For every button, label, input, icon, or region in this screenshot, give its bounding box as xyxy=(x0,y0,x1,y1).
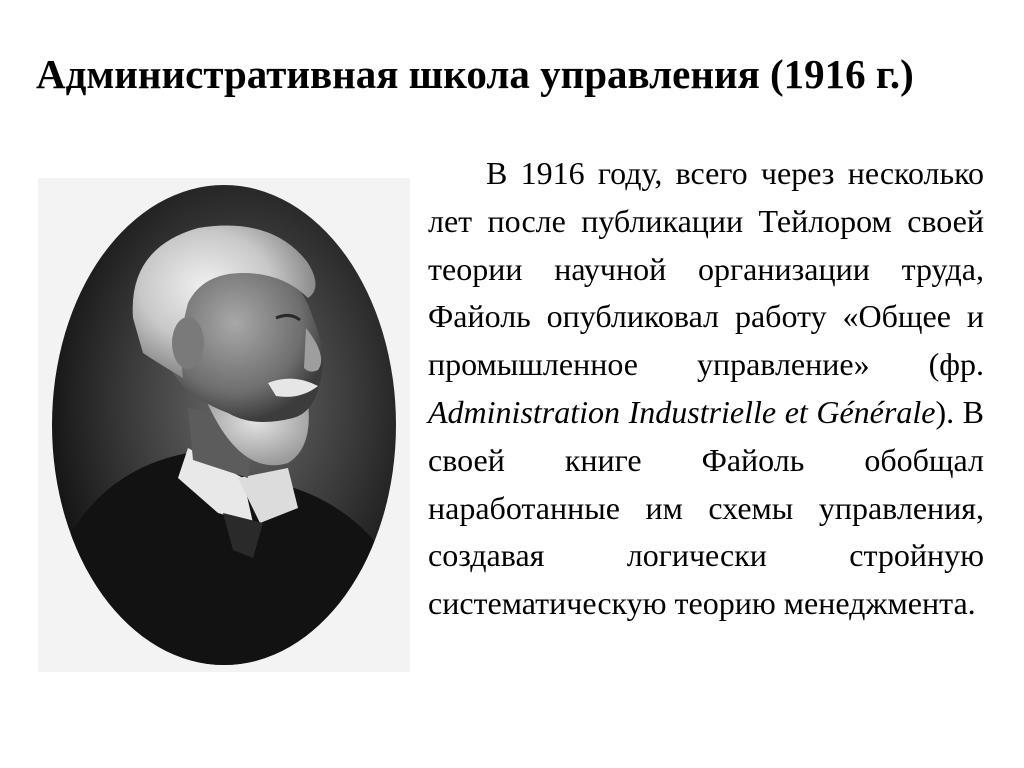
body-paragraph xyxy=(428,150,984,628)
portrait-photo xyxy=(38,178,410,672)
portrait-illustration xyxy=(38,178,410,672)
slide-title: Административная школа управления (1916 г.) xyxy=(36,51,914,97)
body-text-italic-title: Administration Industrielle et Générale xyxy=(428,393,936,430)
body-text-after-italic: ). В своей книге Файоль обобщал наработанные им схемы управления, создавая логически стройную систематическую теорию менеджмента. xyxy=(428,393,985,622)
body-text-before-italic: В 1916 году, всего через несколько лет после публикации Тейлором своей теории научной организации труда, Файоль опубликовал работу «Общее и промышленное управление» (фр. xyxy=(428,155,984,383)
